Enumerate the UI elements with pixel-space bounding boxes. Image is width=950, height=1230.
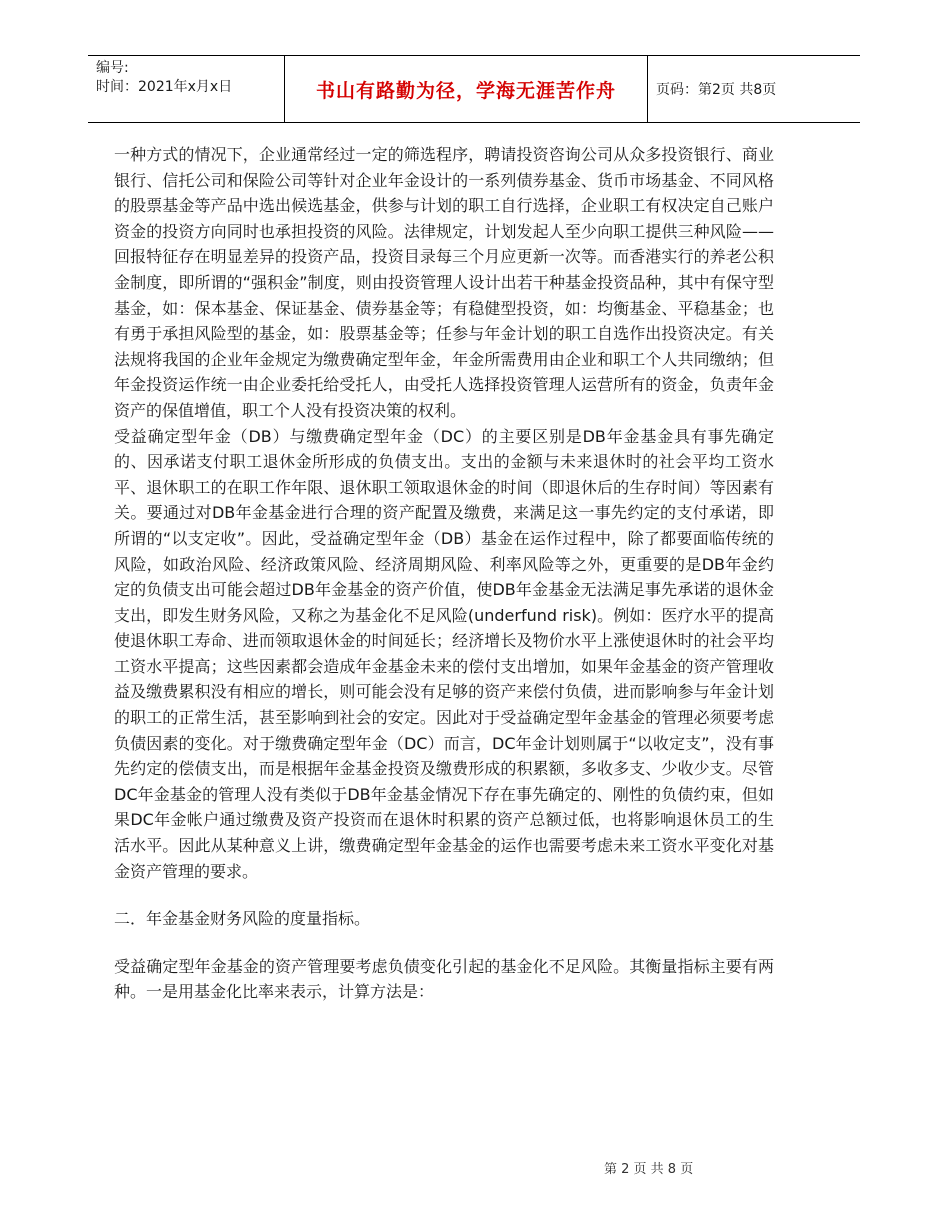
body-paragraph: 受益确定型年金基金的资产管理要考虑负债变化引起的基金化不足风险。其衡量指标主要有两种。一是用基金化比率来表示，计算方法是： bbox=[114, 956, 774, 1002]
section-heading: 二．年金基金财务风险的度量指标。 bbox=[114, 909, 371, 929]
page-footer: 第 2 页 共 8 页 bbox=[604, 1162, 694, 1177]
body-paragraph: 受益确定型年金（DB）与缴费确定型年金（DC）的主要区别是DB年金基金具有事先确定的、因承诺支付职工退休金所形成的负债支出。支出的金额与未来退休时的社会平均工资水平、退休职工的在职工作年限、退休职工领取退休金的时间（即退休后的生存时间）等因素有关。要通过对DB年金基金进行合理的资产配置及缴费，来满足这一事先约定的支付承诺，即所谓的“以支定收”。因此，受益确定型年金（DB）基金在运作过程中，除了都要面临传统的风险，如政治风险、经济政策风险、经济周期风险、利率风险等之外，更重要的是DB年金约定的负债支出可能会超过DB年金基金的资产价值，使DB年金基金无法满足事先承诺的退休金支出，即发生财务风险，又称之为基金化不足风险(underfund risk)。例如：医疗水平的提高使退休职工寿命、进而领取退休金的时间延长；经济增长及物价水平上涨使退休时的社会平均工资水平提高；这些因素都会造成年金基金未来的偿付支出增加，如果年金基金的资产管理收益及缴费累积没有相应的增长，则可能会没有足够的资产来偿付负债，进而影响参与年金计划的职工的正常生活，甚至影响到社会的安定。因此对于受益确定型年金基金的管理必须要考虑负债因素的变化。对于缴费确定型年金（DC）而言，DC年金计划则属于“以收定支”，没有事先约定的偿债支出，而是根据年金基金投资及缴费形成的积累额，多收多支、少收少支。尽管DC年金基金的管理人没有类似于DB年金基金情况下存在事先确定的、刚性的负债约束，但如果DC年金帐户通过缴费及资产投资而在退休时积累的资产总额过低，也将影响退休员工的生活水平。因此从某种意义上讲，缴费确定型年金基金的运作也需要考虑未来工资水平变化对基金资产管理的要求。 bbox=[114, 426, 774, 881]
document-number-label: 编号: bbox=[96, 60, 129, 76]
document-body bbox=[114, 142, 774, 1005]
header-meta bbox=[88, 56, 284, 125]
header-motto: 书山有路勤为径，学海无涯苦作舟 bbox=[284, 56, 648, 122]
page-header bbox=[88, 55, 860, 123]
header-page-number: 页码：第2页 共8页 bbox=[656, 82, 777, 98]
body-paragraph: 一种方式的情况下，企业通常经过一定的筛选程序，聘请投资咨询公司从众多投资银行、商业银行、信托公司和保险公司等针对企业年金设计的一系列债券基金、货币市场基金、不同风格的股票基金等产品中选出候选基金，供参与计划的职工自行选择，企业职工有权决定自己账户资金的投资方向同时也承担投资的风险。法律规定，计划发起人至少向职工提供三种风险——回报特征存在明显差异的投资产品，投资目录每三个月应更新一次等。而香港实行的养老公积金制度，即所谓的“强积金”制度，则由投资管理人设计出若干种基金投资品种，其中有保守型基金，如：保本基金、保证基金、债券基金等；有稳健型投资，如：均衡基金、平稳基金；也有勇于承担风险型的基金，如：股票基金等；任参与年金计划的职工自选作出投资决定。有关法规将我国的企业年金规定为缴费确定型年金，年金所需费用由企业和职工个人共同缴纳；但年金投资运作统一由企业委托给受托人，由受托人选择投资管理人运营所有的资金，负责年金资产的保值增值，职工个人没有投资决策的权利。 bbox=[114, 145, 774, 420]
document-time-label: 时间：2021年x月x日 bbox=[96, 79, 233, 95]
